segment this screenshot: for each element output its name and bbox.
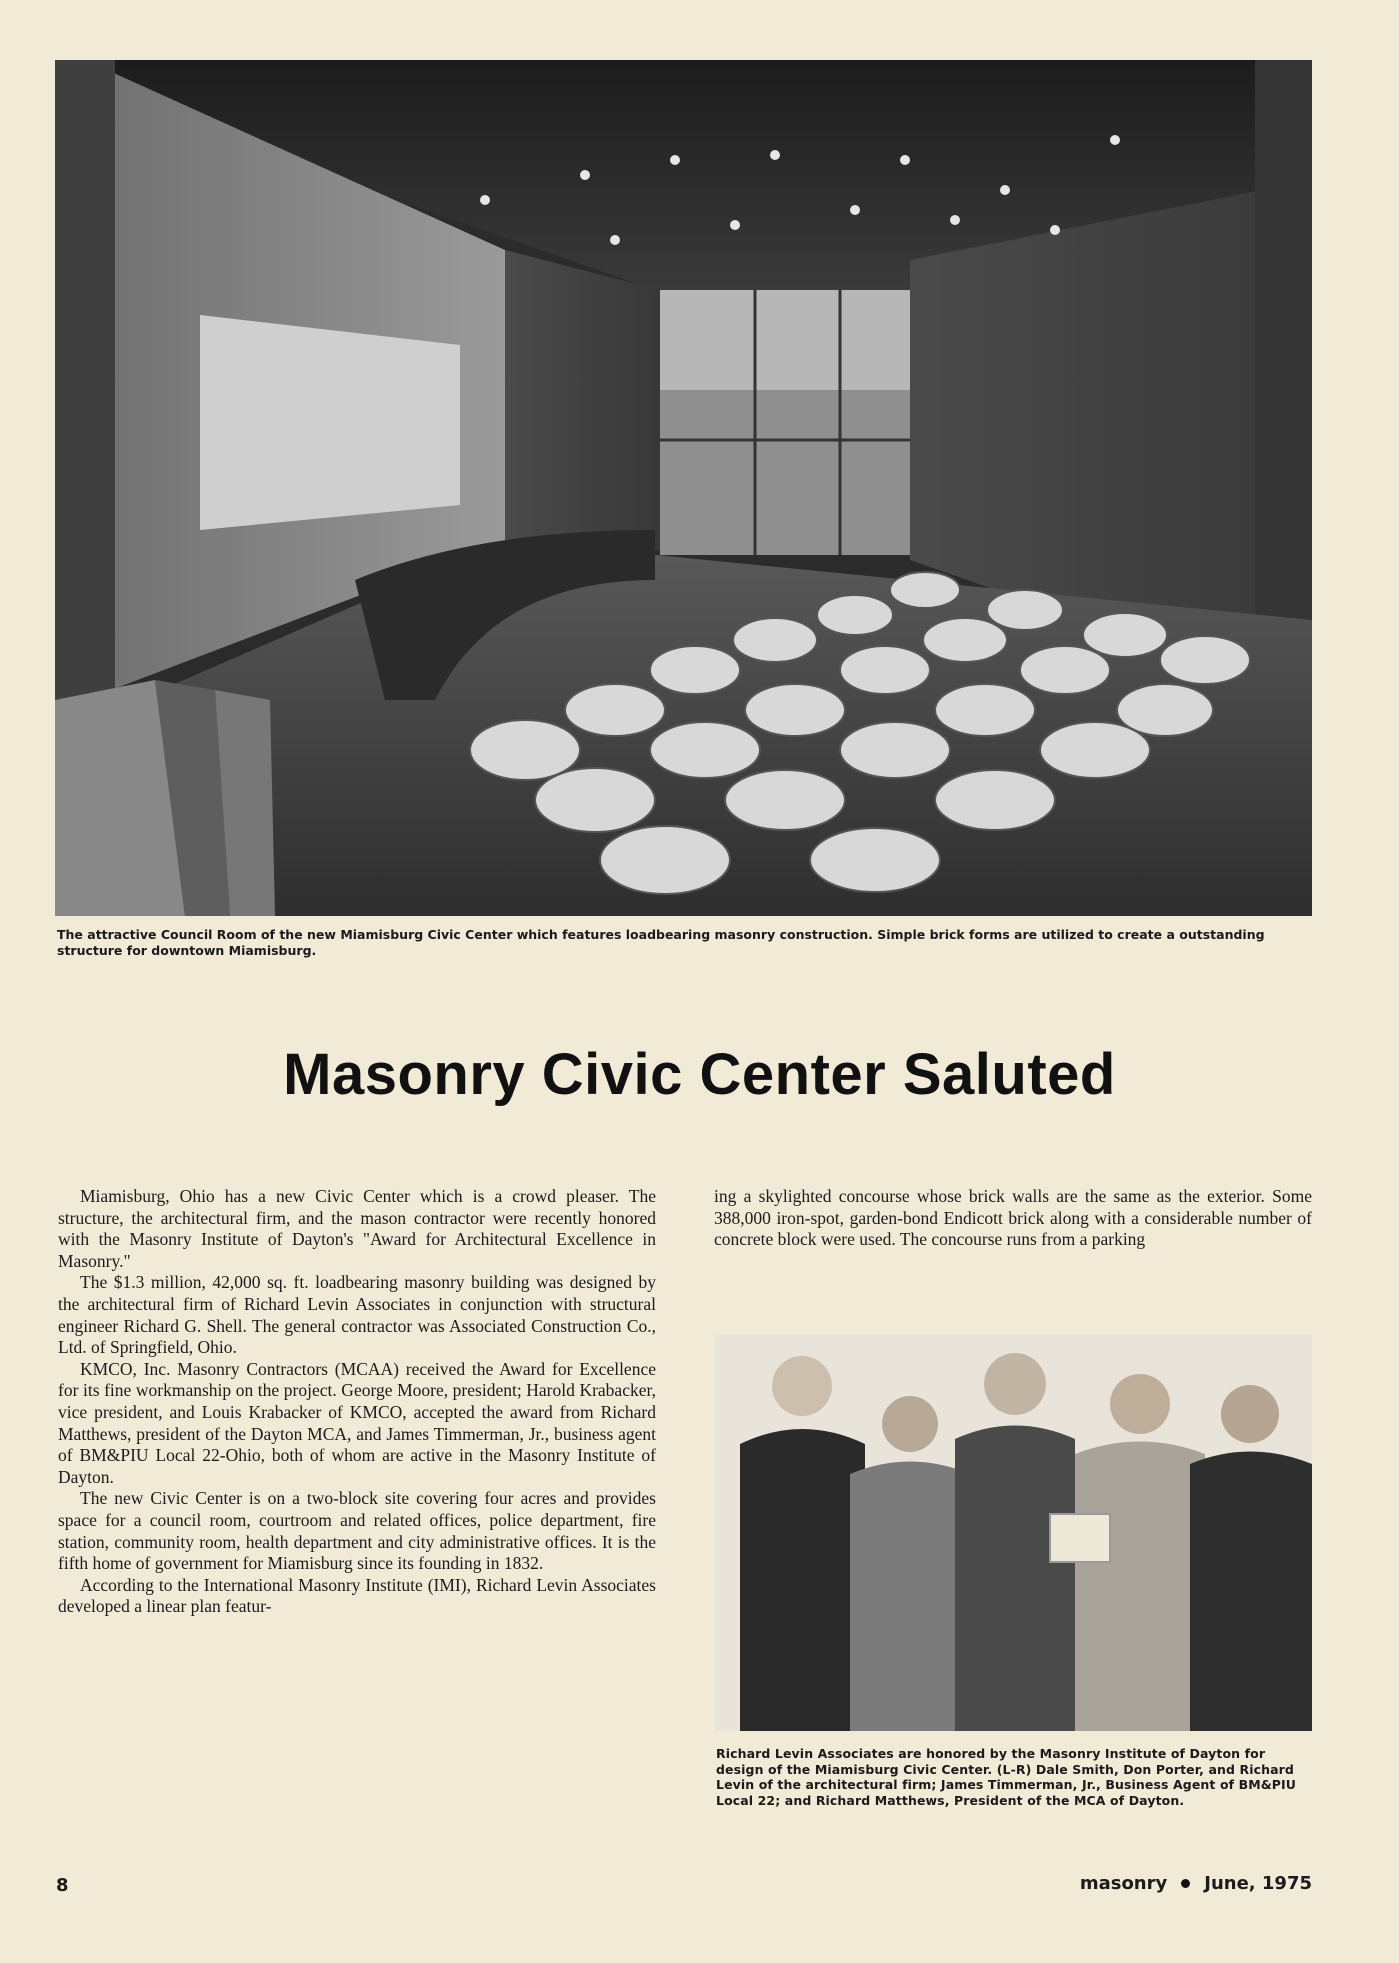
- council-room-caption: The attractive Council Room of the new Miamisburg Civic Center which features loadbearing masonry construction. Simple brick forms are utilized to create a outstanding structure for downtown Miamisburg.: [57, 927, 1265, 958]
- issue-date: June, 1975: [1204, 1873, 1312, 1894]
- council-room-illustration: [55, 60, 1312, 916]
- footer-publication-line: [1080, 1873, 1312, 1894]
- article-column-right: [714, 1186, 1312, 1251]
- paragraph: ing a skylighted concourse whose brick walls are the same as the exterior. Some 388,000 iron-spot, garden-bond Endicott brick along with a considerable number of concrete block were used. The concourse runs from a parking: [714, 1186, 1312, 1250]
- bullet-separator: [1181, 1879, 1190, 1888]
- paragraph: The new Civic Center is on a two-block site covering four acres and provides space for a council room, courtroom and related offices, police department, fire station, community room, health department and city administrative offices. It is the fifth home of government for Miamisburg since its founding in 1832.: [58, 1488, 656, 1574]
- group-photo-illustration: [715, 1334, 1312, 1731]
- article-column-left: [58, 1186, 656, 1618]
- article-headline: Masonry Civic Center Saluted: [283, 1042, 1116, 1107]
- paragraph: KMCO, Inc. Masonry Contractors (MCAA) received the Award for Excellence for its fine workmanship on the project. George Moore, president; Harold Krabacker, vice president, and Louis Krabacker of KMCO, accepted the award from Richard Matthews, president of the Dayton MCA, and James Timmerman, Jr., business agent of BM&PIU Local 22-Ohio, both of whom are active in the Masonry Institute of Dayton.: [58, 1358, 656, 1487]
- publication-name: masonry: [1079, 1873, 1168, 1894]
- group-photo-caption: Richard Levin Associates are honored by the Masonry Institute of Dayton for design of the Miamisburg Civic Center. (L-R) Dale Smith, Don Porter, and Richard Levin of the architectural firm; James Timmerman, Jr., Business Agent of BM&PIU Local 22; and Richard Matthews, President of the MCA of Dayton.: [716, 1746, 1297, 1808]
- award-group-photo: [715, 1334, 1312, 1731]
- paragraph: According to the International Masonry Institute (IMI), Richard Levin Associates developed a linear plan featur-: [58, 1574, 656, 1617]
- paragraph: The $1.3 million, 42,000 sq. ft. loadbearing masonry building was designed by the architectural firm of Richard Levin Associates in conjunction with structural engineer Richard G. Shell. The general contractor was Associated Construction Co., Ltd. of Springfield, Ohio.: [58, 1272, 656, 1358]
- page-number: 8: [56, 1875, 69, 1896]
- paragraph: Miamisburg, Ohio has a new Civic Center which is a crowd pleaser. The structure, the architectural firm, and the mason contractor were recently honored with the Masonry Institute of Dayton's "Award for Architectural Excellence in Masonry.": [58, 1186, 656, 1271]
- council-room-photo: [55, 60, 1312, 916]
